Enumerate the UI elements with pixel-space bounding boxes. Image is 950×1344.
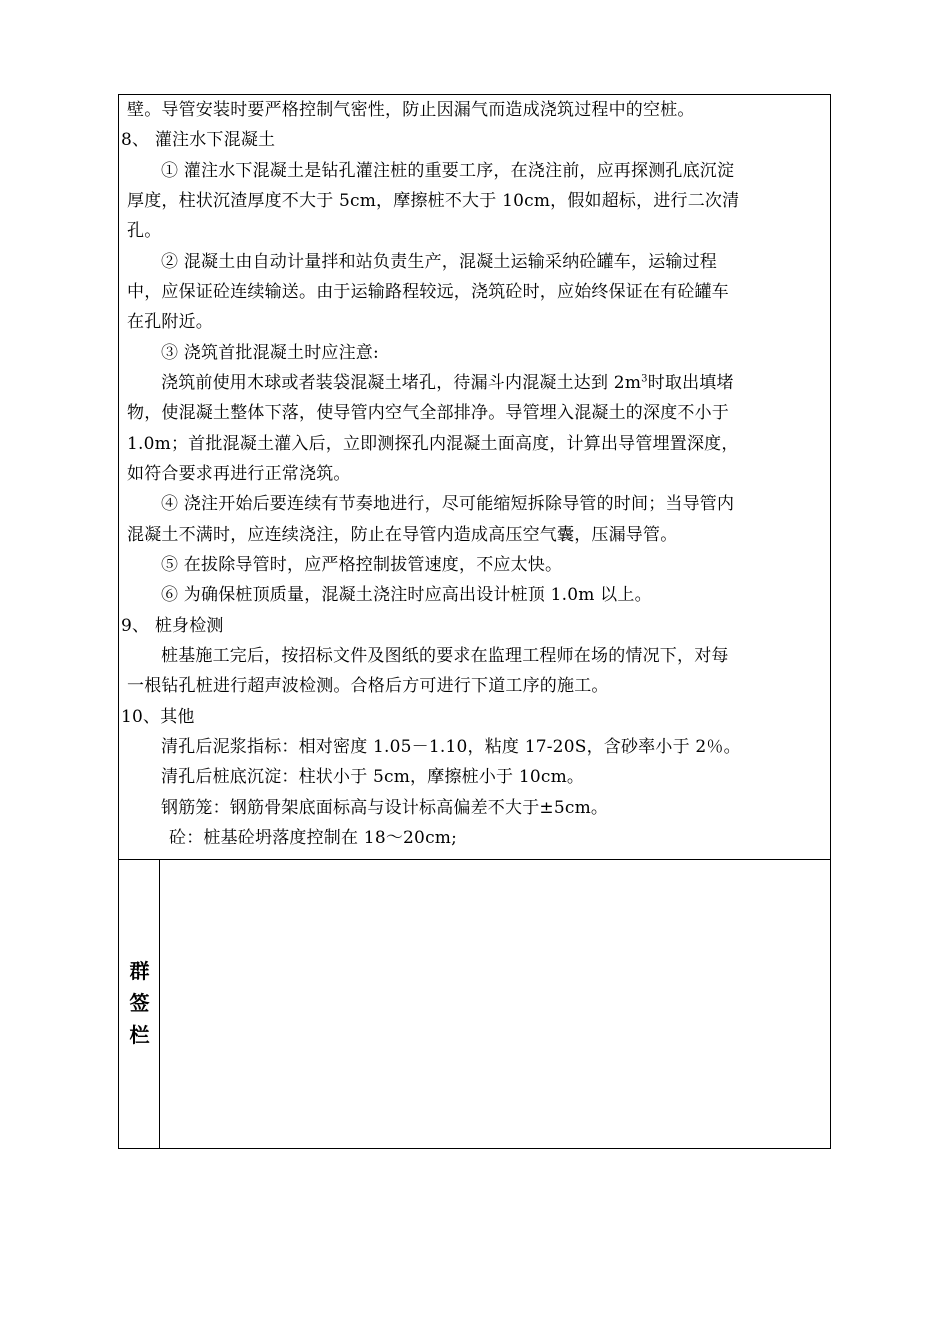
document-table bbox=[118, 94, 831, 1149]
content-cell bbox=[119, 95, 830, 860]
signature-label-char: 栏 bbox=[129, 1023, 150, 1047]
text-line: 壁。导管安装时要严格控制气密性，防止因漏气而造成浇筑过程中的空桩。 bbox=[127, 100, 695, 120]
signature-area[interactable] bbox=[160, 860, 830, 1148]
text-line: 中，应保证砼连续输送。由于运输路程较远，浇筑砼时，应始终保证在有砼罐车 bbox=[127, 282, 729, 302]
text-line: 清孔后泥浆指标：相对密度 1.05－1.10，粘度 17-20S，含砂率小于 2％。 bbox=[161, 737, 741, 757]
text-line: ① 灌注水下混凝土是钻孔灌注桩的重要工序，在浇注前，应再探测孔底沉淀 bbox=[161, 161, 735, 181]
text-line: ④ 浇注开始后要连续有节奏地进行，尽可能缩短拆除导管的时间；当导管内 bbox=[161, 494, 735, 514]
text-line: 清孔后桩底沉淀：柱状小于 5cm，摩擦桩小于 10cm。 bbox=[161, 767, 585, 787]
text-line: ⑤ 在拔除导管时，应严格控制拔管速度，不应太快。 bbox=[161, 555, 563, 575]
text-line: 混凝土不满时，应连续浇注，防止在导管内造成高压空气囊，压漏导管。 bbox=[127, 525, 678, 545]
text-line: 孔。 bbox=[127, 221, 162, 241]
signature-label-char: 签 bbox=[129, 991, 150, 1015]
section-heading: 8、 灌注水下混凝土 bbox=[121, 130, 276, 150]
signature-label bbox=[119, 955, 160, 1051]
text-line: 砼：桩基砼坍落度控制在 18～20cm; bbox=[169, 828, 458, 848]
signature-row bbox=[119, 860, 830, 1148]
superscript: 3 bbox=[641, 373, 648, 385]
section-heading: 9、 桩身检测 bbox=[121, 616, 224, 636]
text-line-part: 浇筑前使用木球或者装袋混凝土堵孔，待漏斗内混凝土达到 2m bbox=[161, 373, 642, 393]
text-line: 一根钻孔桩进行超声波检测。合格后方可进行下道工序的施工。 bbox=[127, 676, 609, 696]
text-line: ② 混凝土由自动计量拌和站负责生产，混凝土运输采纳砼罐车，运输过程 bbox=[161, 252, 718, 272]
text-line: 物，使混凝土整体下落，使导管内空气全部排净。导管埋入混凝土的深度不小于 bbox=[127, 403, 729, 423]
section-heading: 10、其他 bbox=[121, 707, 195, 727]
text-line: 在孔附近。 bbox=[127, 312, 213, 332]
text-line: ⑥ 为确保桩顶质量，混凝土浇注时应高出设计桩顶 1.0m 以上。 bbox=[161, 585, 652, 605]
text-line: 钢筋笼：钢筋骨架底面标高与设计标高偏差不大于±5cm。 bbox=[161, 798, 609, 818]
signature-label-cell bbox=[119, 860, 160, 1148]
text-line: 如符合要求再进行正常浇筑。 bbox=[127, 464, 351, 484]
text-line: 桩基施工完后，按招标文件及图纸的要求在监理工程师在场的情况下，对每 bbox=[161, 646, 729, 666]
text-line-part: 时取出填堵 bbox=[647, 373, 734, 393]
signature-label-char: 群 bbox=[129, 959, 150, 983]
text-line bbox=[161, 368, 830, 398]
text-line: 1.0m；首批混凝土灌入后，立即测探孔内混凝土面高度，计算出导管埋置深度， bbox=[127, 434, 739, 454]
text-line: 厚度，柱状沉渣厚度不大于 5cm，摩擦桩不大于 10cm，假如超标，进行二次清 bbox=[127, 191, 740, 211]
text-line: ③ 浇筑首批混凝土时应注意: bbox=[161, 343, 379, 363]
